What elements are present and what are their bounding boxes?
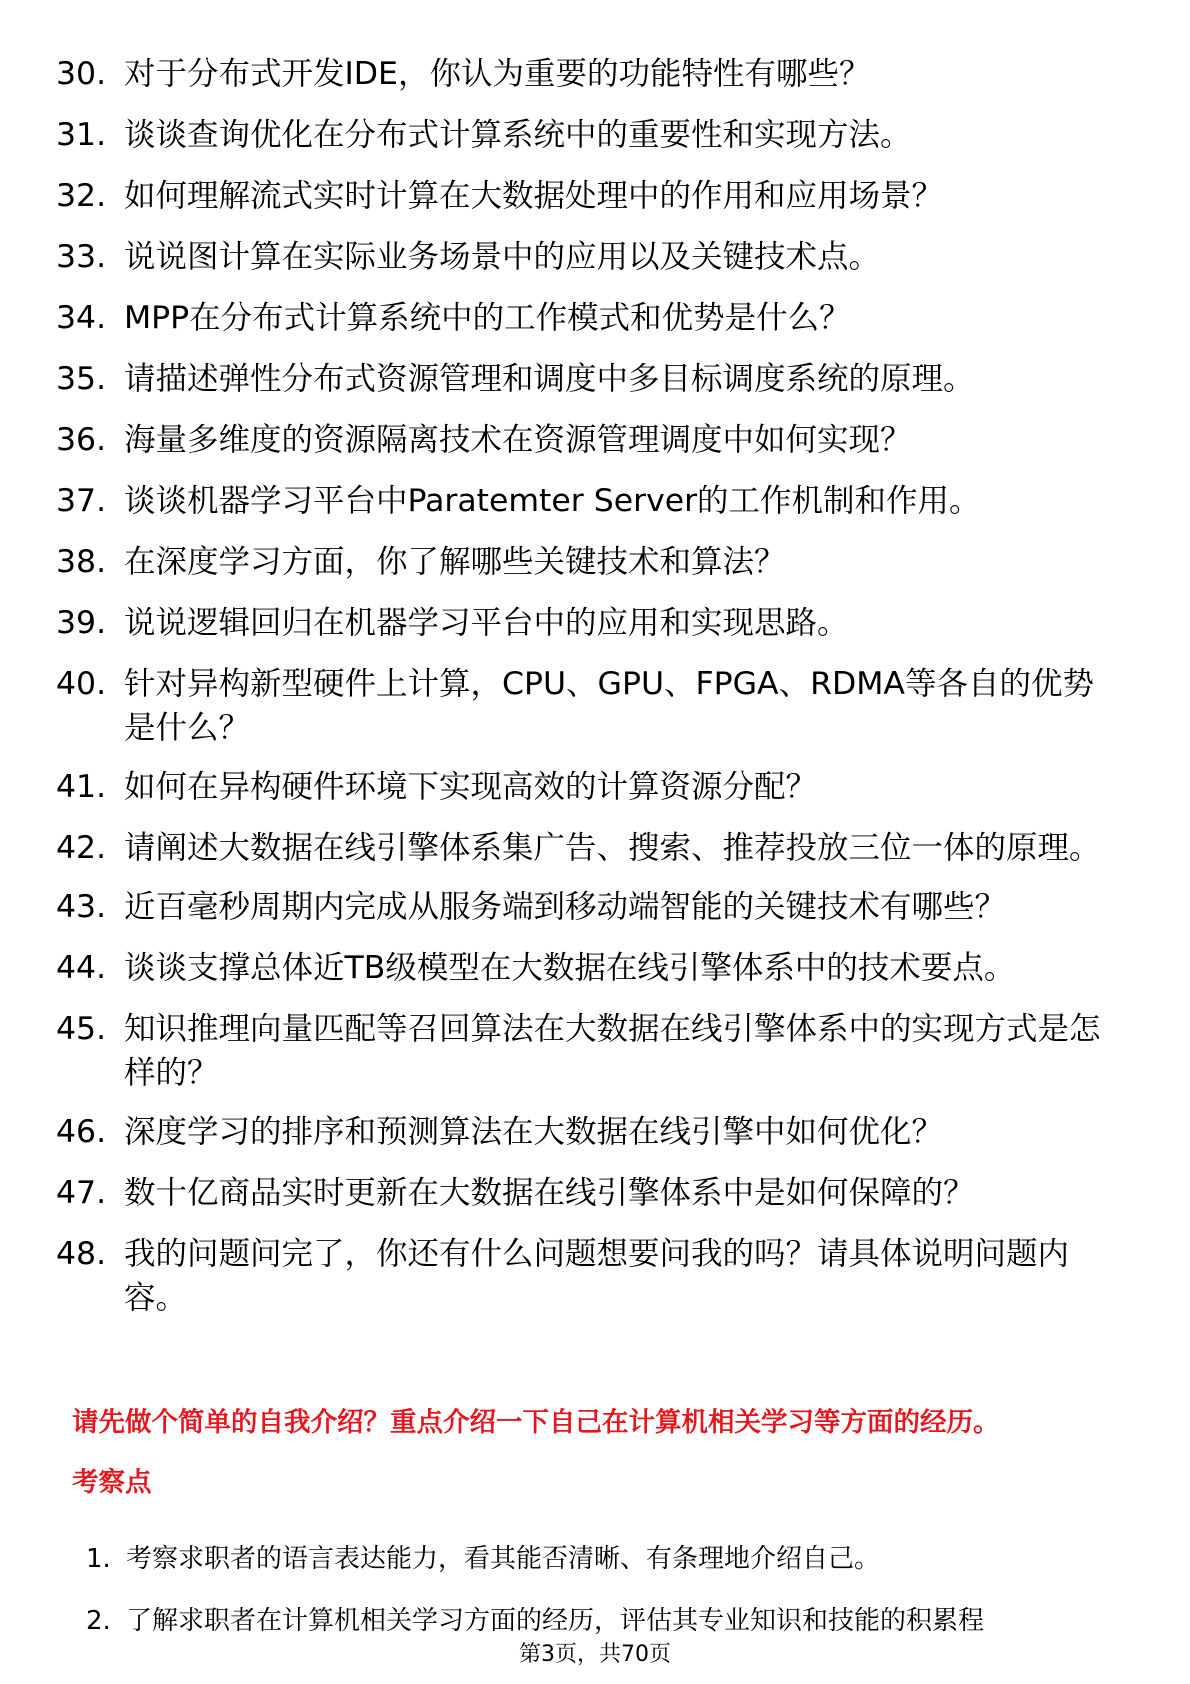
question-number: 47. (56, 1175, 107, 1211)
point-number: 1. (86, 1544, 111, 1574)
question-item (56, 235, 1120, 279)
question-text: 对于分布式开发IDE，你认为重要的功能特性有哪些？ (124, 56, 871, 92)
question-text: 如何理解流式实时计算在大数据处理中的作用和应用场景？ (124, 178, 944, 214)
question-number: 42. (56, 830, 107, 866)
question-number: 34. (56, 300, 107, 336)
question-number: 38. (56, 544, 107, 580)
question-item (56, 946, 1120, 990)
page-footer: 第3页，共70页 (519, 1642, 671, 1667)
question-item (56, 296, 1120, 340)
question-number: 37. (56, 483, 107, 519)
question-item (56, 662, 1120, 750)
question-item (56, 113, 1120, 157)
question-item (56, 1171, 1120, 1215)
question-number: 41. (56, 769, 107, 805)
question-text: 说说逻辑回归在机器学习平台中的应用和实现思路。 (124, 605, 849, 641)
question-text: 如何在异构硬件环境下实现高效的计算资源分配？ (124, 769, 818, 805)
question-number: 45. (56, 1011, 107, 1047)
question-text: 在深度学习方面，你了解哪些关键技术和算法？ (124, 544, 786, 580)
question-item (56, 52, 1120, 96)
question-text: 数十亿商品实时更新在大数据在线引擎体系中是如何保障的？ (124, 1175, 975, 1211)
section-heading: 考察点 (72, 1467, 152, 1498)
question-text: 谈谈查询优化在分布式计算系统中的重要性和实现方法。 (124, 117, 912, 153)
question-item (56, 885, 1120, 929)
question-text: 深度学习的排序和预测算法在大数据在线引擎中如何优化？ (124, 1114, 944, 1150)
question-text: 请阐述大数据在线引擎体系集广告、搜索、推荐投放三位一体的原理。 (124, 830, 1101, 866)
question-number: 36. (56, 422, 107, 458)
question-number: 48. (56, 1236, 107, 1272)
question-text: 针对异构新型硬件上计算，CPU、GPU、FPGA、RDMA等各自的优势是什么？ (124, 666, 1094, 746)
question-item (56, 357, 1120, 401)
question-text: MPP在分布式计算系统中的工作模式和优势是什么？ (124, 300, 851, 336)
question-text: 说说图计算在实际业务场景中的应用以及关键技术点。 (124, 239, 881, 275)
question-item (56, 418, 1120, 462)
question-text: 谈谈机器学习平台中Paratemter Server的工作机制和作用。 (124, 483, 981, 519)
question-item (56, 1007, 1120, 1095)
question-item (56, 174, 1120, 218)
list-item (86, 1602, 1116, 1640)
question-item (56, 540, 1120, 584)
question-number: 31. (56, 117, 107, 153)
list-item (86, 1540, 1116, 1578)
question-item (56, 1232, 1120, 1320)
question-item (56, 479, 1120, 523)
question-text: 谈谈支撑总体近TB级模型在大数据在线引擎体系中的技术要点。 (124, 950, 1016, 986)
question-item (56, 826, 1120, 870)
question-number: 35. (56, 361, 107, 397)
highlight-question: 请先做个简单的自我介绍？重点介绍一下自己在计算机相关学习等方面的经历。 (72, 1407, 1000, 1438)
question-item (56, 1110, 1120, 1154)
point-number: 2. (86, 1606, 111, 1636)
question-item (56, 601, 1120, 645)
question-list (56, 52, 1120, 1335)
question-number: 32. (56, 178, 107, 214)
point-text: 考察求职者的语言表达能力，看其能否清晰、有条理地介绍自己。 (126, 1544, 881, 1574)
question-item (56, 765, 1120, 809)
question-text: 近百毫秒周期内完成从服务端到移动端智能的关键技术有哪些？ (124, 889, 1007, 925)
question-number: 40. (56, 666, 107, 702)
question-text: 海量多维度的资源隔离技术在资源管理调度中如何实现？ (124, 422, 912, 458)
question-number: 46. (56, 1114, 107, 1150)
question-number: 33. (56, 239, 107, 275)
question-number: 43. (56, 889, 107, 925)
question-number: 30. (56, 56, 107, 92)
question-text: 请描述弹性分布式资源管理和调度中多目标调度系统的原理。 (124, 361, 975, 397)
question-text: 我的问题问完了，你还有什么问题想要问我的吗？请具体说明问题内容。 (124, 1236, 1070, 1316)
point-text: 了解求职者在计算机相关学习方面的经历，评估其专业知识和技能的积累程 (126, 1606, 985, 1636)
question-number: 44. (56, 950, 107, 986)
question-text: 知识推理向量匹配等召回算法在大数据在线引擎体系中的实现方式是怎样的？ (124, 1011, 1101, 1091)
question-number: 39. (56, 605, 107, 641)
